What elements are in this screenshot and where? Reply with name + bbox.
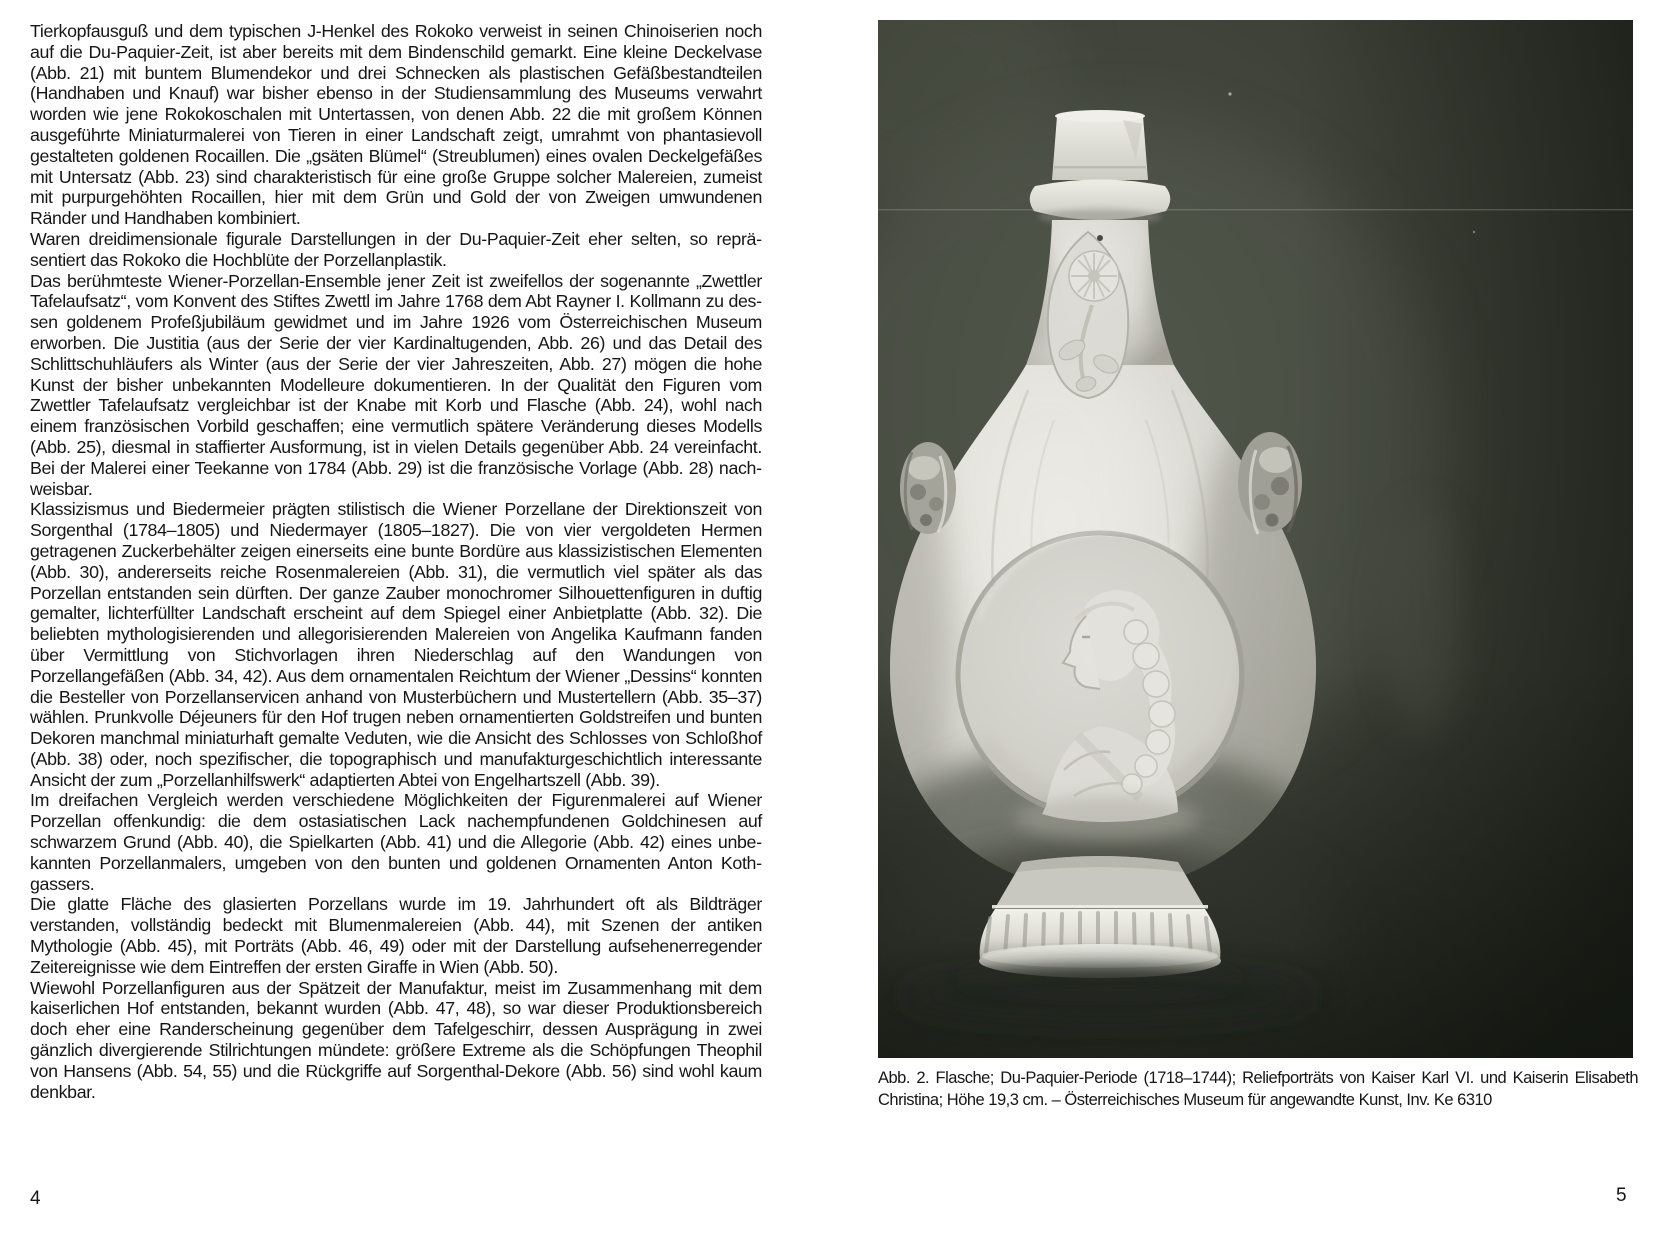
dust-speck <box>1473 231 1475 233</box>
figure-photo <box>878 20 1633 1058</box>
dark-fleck <box>1097 235 1103 241</box>
flask-foot <box>979 856 1221 978</box>
scratch-line <box>878 209 1633 210</box>
paragraph: Tierkopfausguß und dem typischen J-Henkel des Rokoko verweist in seinen Chinoiserien noch auf die Du-Paquier-Zeit, ist aber bereits mit dem Bindenschild gemarkt. Eine kleine Deckelvase (Abb. 21) mit buntem Blumendekor und drei Schnecken als plastischen Gefäßbestandteilen (Handhaben und Knauf) war bisher ebenso in der Studiensammlung des Museums verwahrt worden wie jene Rokokoschalen mit Untertassen, von denen Abb. 22 die mit großem Können ausgeführte Miniaturmalerei von Tieren in einer Landschaft zeigt, umrahmt von phantasievoll gestalteten goldenen Rocaillen. Die „gsäten Blümel“ (Streublumen) eines ovalen Deckelgefäßes mit Untersatz (Abb. 23) sind charakteristisch für eine große Gruppe solcher Malereien, zumeist mit purpurgehöhten Rocaillen, hier mit dem Grün und Gold der von Zweigen umwundenen Ränder und Handhaben kombiniert. <box>30 21 762 229</box>
body-text-column <box>30 21 762 1102</box>
paragraph: Wiewohl Porzellanfiguren aus der Spätzeit der Manufaktur, meist im Zusammenhang mit dem kaiserlichen Hof entstanden, bekannt wurden (Abb. 47, 48), so war dieser Produktionsbereich doch eher eine Randerscheinung gegenüber dem Tafelgeschirr, dessen Ausprägung in zwei gänzlich divergierende Stilrichtungen mündete: größere Extreme als die Schöpfungen Theophil von Hansens (Abb. 54, 55) und die Rückgriffe auf Sorgenthal-Dekore (Abb. 56) sind wohl kaum denkbar. <box>30 977 762 1102</box>
page-number-right: 5 <box>1616 1185 1627 1206</box>
paragraph: Die glatte Fläche des glasierten Porzellans wurde im 19. Jahrhundert oft als Bildträger verstanden, vollständig bedeckt mit Blumenmalereien (Abb. 44), mit Szenen der antiken Mythologie (Abb. 45), mit Porträts (Abb. 46, 49) oder mit der Darstellung aufsehenerregender Zeitereignisse wie dem Eintreffen der ersten Giraffe in Wien (Abb. 50). <box>30 894 762 977</box>
dust-speck <box>1228 92 1231 95</box>
mask-handle-left <box>900 442 956 534</box>
paragraph: Im dreifachen Vergleich werden verschiedene Möglichkeiten der Figurenmalerei auf Wiener Porzellan offenkundig: die dem ostasiatischen Lack nachempfundenen Goldchinesen auf schwarzem Grund (Abb. 40), die Spielkarten (Abb. 41) und die Allegorie (Abb. 42) eines unbekannten Porzellanmalers, umgeben von den bunten und goldenen Ornamenten Anton Kothgassers. <box>30 790 762 894</box>
flask-flange <box>1030 180 1171 226</box>
figure-caption: Abb. 2. Flasche; Du-Paquier-Periode (1718–1744); Reliefporträts von Kaiser Karl VI. und Kaiserin Elisabeth Christina; Höhe 19,3 cm. – Österreichisches Museum für angewandte Kunst, Inv. Ke 6310 <box>878 1069 1638 1109</box>
paragraph: Das berühmteste Wiener-Porzellan-Ensemble jener Zeit ist zweifellos der sogenannte „Zwettler Tafelaufsatz“, vom Konvent des Stiftes Zwettl im Jahre 1768 dem Abt Rayner I. Kollmann zu dessen goldenem Profeßjubiläum gewidmet und im Jahre 1926 vom Österreichischen Museum erworben. Die Justitia (aus der Serie der vier Kardinaltugenden, Abb. 26) und das Detail des Schlittschuhläufers als Winter (aus der Serie der vier Jahreszeiten, Abb. 27) mögen die hohe Kunst der bisher unbekannten Modelleure dokumentieren. In der Qualität den Figuren vom Zwettler Tafelaufsatz vergleichbar ist der Knabe mit Korb und Flasche (Abb. 24), wohl nach einem französischen Vorbild geschaffen; eine vermutlich spätere Veränderung dieses Modells (Abb. 25), diesmal in staffierter Ausformung, ist in vielen Details gegenüber Abb. 24 vereinfacht. Bei der Malerei einer Teekanne von 1784 (Abb. 29) ist die französische Vorlage (Abb. 28) nachweisbar. <box>30 270 762 499</box>
page-number-left: 4 <box>30 1188 41 1209</box>
paragraph: Waren dreidimensionale figurale Darstellungen in der Du-Paquier-Zeit eher selten, so repräsentiert das Rokoko die Hochblüte der Porzellanplastik. <box>30 228 762 270</box>
flask-mouth <box>1052 110 1148 180</box>
porcelain-flask-illustration <box>878 20 1633 1058</box>
paragraph: Klassizismus und Biedermeier prägten stilistisch die Wiener Porzellane der Direktionszeit von Sorgenthal (1784–1805) und Niedermayer (1805–1827). Die von vier vergoldeten Hermen getragenen Zuckerbehälter zeigen einerseits eine bunte Bordüre aus klassizistischen Elementen (Abb. 30), andererseits reiche Rosenmalereien (Abb. 31), die vermutlich viel später als das Porzellan entstanden sein dürften. Der ganze Zauber monochromer Silhouettenfiguren in duftig gemalter, lichterfüllter Landschaft erscheint auf dem Spiegel einer Anbietplatte (Abb. 32). Die beliebten mythologisierenden und allegorisierenden Malereien von Angelika Kaufmann fanden über Vermittlung von Stichvorlagen ihren Niederschlag auf den Wandungen von Porzellangefäßen (Abb. 34, 42). Aus dem ornamentalen Reichtum der Wiener „Dessins“ konnten die Besteller von Porzellanservicen anhand von Musterbüchern und Mustertellern (Abb. 35–37) wählen. Prunkvolle Déjeuners für den Hof trugen neben ornamentierten Goldstreifen und bunten Dekoren manchmal miniaturhaft gemalte Veduten, wie die Ansicht des Schlosses von Schloßhof (Abb. 38) oder, noch spezifischer, die topographisch und manufakturgeschichtlich interessante Ansicht der zum „Porzellanhilfswerk“ adaptierten Abtei von Engelhartszell (Abb. 39). <box>30 499 762 790</box>
